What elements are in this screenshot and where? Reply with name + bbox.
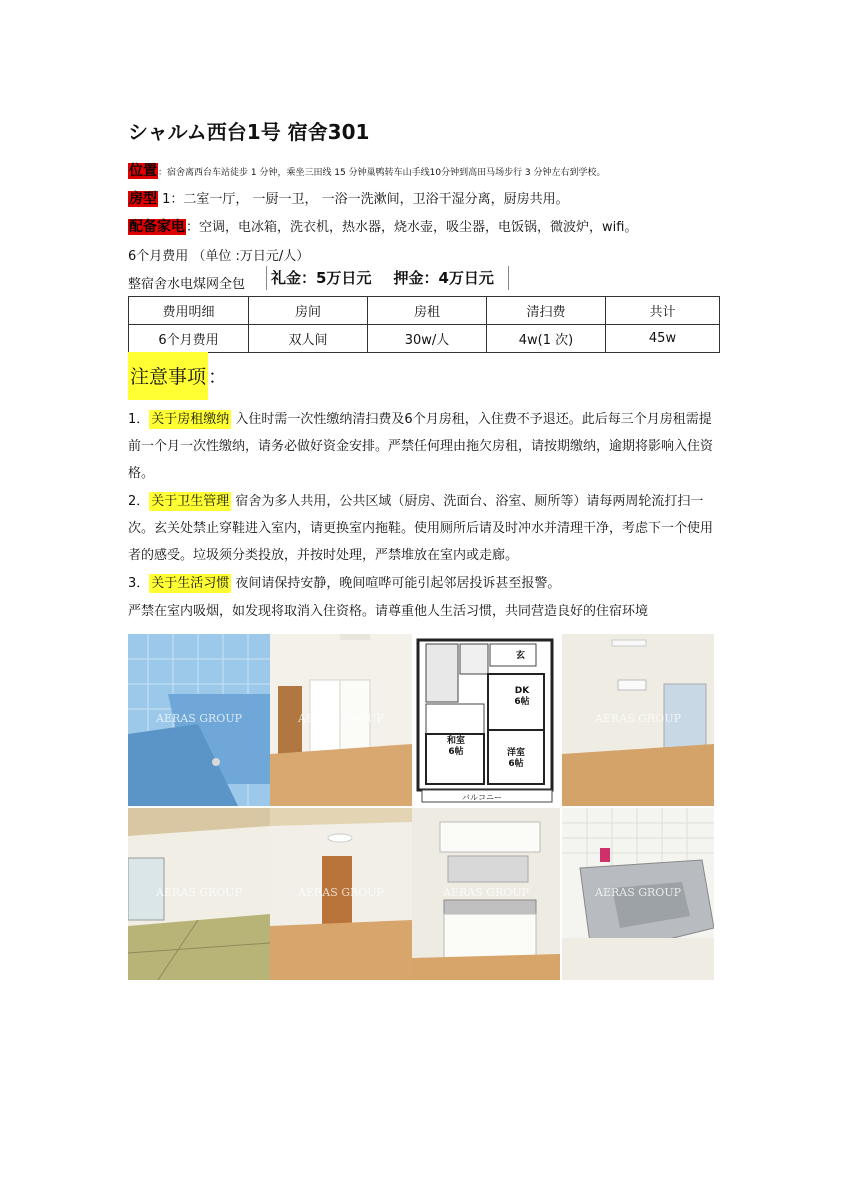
plan-youshitsu-size: 6帖 (508, 759, 524, 769)
table-row (129, 325, 720, 353)
plan-youshitsu (500, 748, 532, 770)
table-header: 清扫费 (487, 297, 606, 325)
bathroom-photo (128, 634, 270, 806)
note-heading: 关于房租缴纳 (151, 412, 230, 427)
note-3 (128, 570, 722, 597)
note-2 (128, 488, 722, 569)
plan-balcony: バルコニー (462, 793, 502, 802)
note-number: 2． (128, 494, 150, 509)
table-cell: 30w/人 (368, 325, 487, 353)
table-header: 共计 (606, 297, 720, 325)
plan-entrance: 玄 (516, 651, 526, 661)
room-photo-1 (270, 634, 412, 806)
plan-washitsu (440, 736, 472, 758)
room-type-label: 房型 (129, 191, 157, 207)
table-cell: 6个月费用 (129, 325, 249, 353)
table-header: 房间 (249, 297, 368, 325)
table-cell: 4w(1 次) (487, 325, 606, 353)
table-header-row (129, 297, 720, 325)
note-body: 入住时需一次性缴纳清扫费及6个月房租，入住费不予退还。此后每三个月房租需提前一个月一次性缴纳，请务必做好资金安排。严禁任何理由拖欠房租，请按期缴纳，逾期将影响入住资格。 (128, 412, 714, 481)
plan-washitsu-label: 和室 (446, 736, 465, 746)
note-1 (128, 406, 722, 487)
notice-heading (128, 352, 227, 400)
location-line (128, 160, 606, 180)
plan-washitsu-size: 6帖 (448, 747, 464, 757)
cost-table (128, 296, 720, 353)
table-header: 费用明细 (129, 297, 249, 325)
note-heading: 关于生活习惯 (151, 576, 230, 591)
note-number: 1． (128, 412, 150, 427)
note-extra: 严禁在室内吸烟，如发现将取消入住资格。请尊重他人生活习惯，共同营造良好的住宿环境 (128, 604, 649, 619)
note-body: 宿舍为多人共用，公共区域（厨房、洗面台、浴室、厕所等）请每两周轮流打扫一次。玄关处禁止穿鞋进入室内，请更换室内拖鞋。使用厕所后请及时冲水并清理干净，考虑下一个使用者的感受。垃圾须分类投放，并按时处理，严禁堆放在室内或走廊。 (128, 494, 714, 563)
room-type-text: 1：二室一厅， 一厨一卫， 一浴一洗漱间，卫浴干湿分离，厨房共用。 (158, 192, 569, 207)
notice-colon: ： (208, 366, 228, 388)
watermark: AERAS GROUP (156, 886, 242, 899)
location-label: 位置 (129, 163, 157, 179)
photo-grid (128, 634, 714, 980)
plan-dk-label: DK (514, 686, 530, 696)
table-cell: 双人间 (249, 325, 368, 353)
plan-dk-size: 6帖 (514, 697, 530, 707)
room-photo-2 (562, 634, 714, 806)
plan-dk (508, 686, 536, 708)
watermark: AERAS GROUP (156, 712, 242, 725)
kitchen-photo (412, 808, 560, 980)
fees-box (266, 266, 509, 290)
hallway-photo (270, 808, 412, 980)
watermark: AERAS GROUP (595, 886, 681, 899)
tatami-room-photo (128, 808, 270, 980)
note-body: 夜间请保持安静，晚间喧哗可能引起邻居投诉甚至报警。 (231, 576, 561, 591)
appliances-text: ：空调，电冰箱，洗衣机，热水器，烧水壶，吸尘器，电饭锅，微波炉，wifi。 (186, 220, 638, 235)
notice-title: 注意事项 (128, 352, 208, 400)
plan-youshitsu-label: 洋室 (506, 748, 525, 758)
floor-plan-drawing (412, 634, 560, 806)
table-cell: 45w (606, 325, 720, 353)
page-title: シャルム西台1号 宿舍301 (128, 120, 370, 144)
table-header: 房租 (368, 297, 487, 325)
key-money: 礼金：5万日元 (271, 269, 372, 287)
sink-photo (562, 808, 714, 980)
location-text: ：宿舍离西台车站徒步 1 分钟，乘坐三田线 15 分钟巢鸭转车山手线10分钟到高田马场步行 3 分钟左右到学校。 (158, 168, 606, 178)
appliances-line (128, 216, 637, 236)
room-type-line (128, 188, 569, 208)
watermark: AERAS GROUP (595, 712, 681, 725)
appliances-label: 配备家电 (129, 219, 185, 235)
note-heading: 关于卫生管理 (151, 494, 230, 509)
period-line: 6个月费用 （单位 :万日元/人） (128, 249, 310, 264)
note-number: 3． (128, 576, 150, 591)
watermark: AERAS GROUP (298, 886, 384, 899)
package-line: 整宿舍水电煤网全包 (128, 277, 246, 292)
deposit: 押金：4万日元 (393, 269, 494, 287)
watermark: AERAS GROUP (443, 886, 529, 899)
watermark: AERAS GROUP (298, 712, 384, 725)
floor-plan (412, 634, 560, 806)
